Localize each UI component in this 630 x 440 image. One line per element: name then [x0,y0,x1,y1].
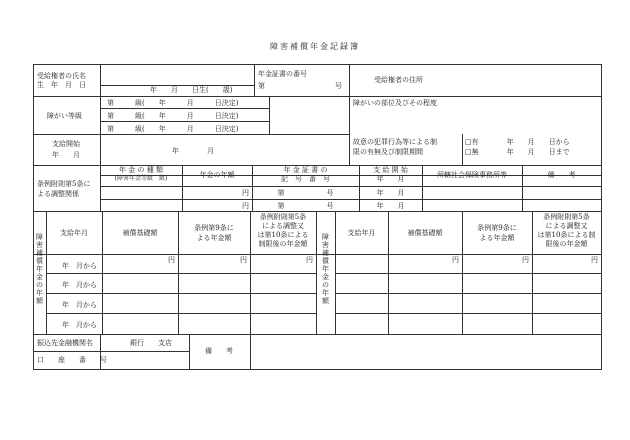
grade-row-3: 第 級( 年 月 日決定) [107,125,239,133]
adjust-cert-row-1: 第 号 [277,189,334,197]
col-annual-art9-left-sub: よる年金額 [196,234,232,242]
grade-row-2: 第 級( 年 月 日決定) [107,112,239,120]
col-annual-adj-left-3: は第10条による [257,231,309,239]
adjust-yen-2: 円 [242,202,249,210]
adjust-ym-row-2: 年 月 [376,202,405,210]
crime-yes-option: □有 年 月 日から [465,138,570,146]
col-annual-base-left: 補償基礎額 [122,229,158,237]
col-cert-no-sub: 記 号 番 号 [281,175,330,183]
crime-label-2: 限の有無及び制限期間 [353,148,423,156]
col-office: 所轄社会保険事務所等 [437,171,507,179]
disability-grade-label: 障がい等級 [47,112,82,120]
crime-label-1: 故意の犯罪行為等による制 [353,138,437,146]
col-remarks: 備 考 [547,171,576,179]
disability-site-label: 障がいの部位及びその程度 [353,99,437,107]
footer-remarks-label: 備 考 [205,347,233,355]
adjust-label-2: よる調整関係 [37,190,79,198]
annual-row-left-4: 年 月から [62,321,97,329]
col-pension-amount: 年金の年額 [199,171,235,179]
col-annual-adj-left-2: による調整又 [262,222,304,230]
col-annual-adj-right-4: 限後の年金額 [545,240,588,248]
col-annual-start-left: 支給年月 [60,229,88,237]
address-label: 受給権者の住所 [374,76,423,84]
col-start: 支 給 開 始 [373,166,408,174]
col-annual-art9-left: 条例第9条に [194,224,234,232]
col-pension-kind-sub: (障害年金等級 級) [114,175,168,182]
col-annual-adj-left-4: 制限後の年金額 [258,240,308,248]
annual-yen-art9-right: 円 [522,256,529,264]
adjust-label-1: 条例附則第5条に [37,180,91,188]
col-annual-adj-right-3: は第10条による制 [537,231,596,239]
page-title: 障害補償年金記録簿 [270,42,360,51]
birth-value: 年 月 日生( 歳) [150,86,233,94]
annual-yen-adj-right: 円 [591,256,598,264]
start-value: 年 月 [172,147,214,155]
account-label: 口 座 番 号 [37,356,107,364]
col-annual-adj-right-2: による調整又 [545,222,588,230]
annual-yen-base-left: 円 [168,256,175,264]
adjust-ym-row-1: 年 月 [376,189,405,197]
annual-row-left-3: 年 月から [62,301,97,309]
annual-yen-art9-left: 円 [240,256,247,264]
col-start-sub: 年 月 [376,175,405,183]
annual-side-label-left: 障害補償年金の年額 [36,233,43,305]
col-annual-art9-right: 条例第9条に [477,224,517,232]
start-label-ym: 年 月 [52,151,80,159]
recipient-name-label: 受給権者の氏名 [37,72,86,80]
crime-no-option: □無 年 月 日まで [465,148,570,156]
col-annual-base-right: 補償基礎額 [407,229,443,237]
col-annual-adj-left-1: 条例附則第5条 [259,213,307,221]
adjust-yen-1: 円 [242,189,249,197]
cert-no-value: 第 号 [258,82,342,90]
annual-yen-adj-left: 円 [306,256,313,264]
annual-yen-base-right: 円 [452,256,459,264]
col-annual-art9-right-sub: よる年金額 [479,234,515,242]
grade-row-1: 第 級( 年 月 日決定) [107,99,239,107]
start-label: 支給開始 [52,140,80,148]
bank-label: 振込先金融機関名 [37,339,93,347]
annual-side-label-right: 障害補償年金の年額 [322,233,329,305]
annual-row-left-1: 年 月から [62,262,97,270]
col-cert-no: 年 金 証 書 の [283,166,328,174]
col-pension-kind: 年 金 の 種 類 [119,166,163,174]
adjust-cert-row-2: 第 号 [277,202,334,210]
col-annual-adj-right-1: 条例附則第5条 [543,213,590,221]
cert-no-label: 年金証書の番号 [258,70,307,78]
col-annual-start-right: 支給年月 [347,229,376,237]
bank-value: 銀行 支店 [130,339,172,347]
annual-row-left-2: 年 月から [62,281,97,289]
birth-label: 生 年 月 日 [37,81,86,89]
